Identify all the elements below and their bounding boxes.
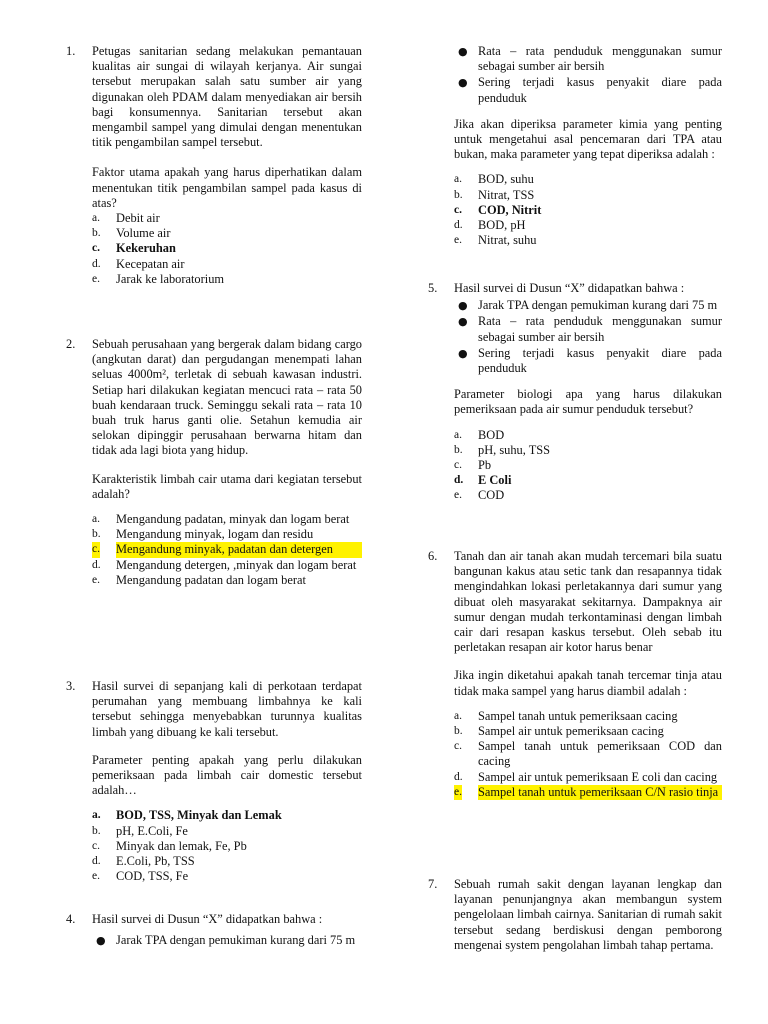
question-prompt: Karakteristik limbah cair utama dari kegiatan tersebut adalah?	[92, 471, 362, 501]
option-e: e. COD	[454, 488, 505, 503]
option-e: e. COD, TSS, Fe	[92, 869, 189, 884]
bullet-list	[454, 298, 722, 376]
option-d: d. Mengandung detergen, ,minyak dan logam berat	[92, 557, 357, 572]
question-number: 6.	[428, 549, 438, 563]
bullet-item: ● Sering terjadi kasus penyakit diare pada penduduk	[458, 345, 722, 376]
question-number: 1.	[66, 44, 76, 58]
question-3	[66, 679, 362, 884]
question-7	[428, 877, 722, 953]
question-stem: Hasil survei di Dusun “X” didapatkan bahwa :	[454, 281, 685, 295]
option-d: d. Sampel air untuk pemeriksaan E coli dan cacing	[454, 769, 718, 784]
question-number: 7.	[428, 877, 438, 891]
option-a: a. Debit air	[92, 211, 160, 226]
option-b: b. Mengandung minyak, logam dan residu	[92, 527, 314, 542]
options-list	[454, 428, 722, 504]
option-c-answer: c. Kekeruhan	[92, 241, 176, 256]
option-c: c. Minyak dan lemak, Fe, Pb	[92, 838, 247, 853]
option-a-answer: a. BOD, TSS, Minyak dan Lemak	[92, 808, 282, 823]
bullet-icon: ●	[458, 45, 468, 58]
option-b: b. pH, suhu, TSS	[454, 442, 551, 457]
option-b: b. Volume air	[92, 226, 171, 241]
options-list	[454, 172, 722, 248]
options-list	[92, 512, 362, 588]
option-e: e. Nitrat, suhu	[454, 233, 537, 248]
question-stem: Sebuah perusahaan yang bergerak dalam bidang cargo (angkutan darat) dan pergudangan menempati lahan seluas 4000m², terletak di sebuah kawasan industri. Setiap hari dilakukan kegiatan mencuci rata – rata 50 buah kendaraan truck. Seminggu sekali rata – rata 10 buah truk harus ganti olie. Setahun kemudia air selokan dipinggir perusahaan berwarna hitam dan tidak ada lagi biota yang hidup.	[92, 337, 362, 458]
question-prompt: Faktor utama apakah yang harus diperhatikan dalam menentukan titik pengambilan sampel pada kasus di atas?	[92, 165, 362, 210]
option-b: b. pH, E.Coli, Fe	[92, 823, 188, 838]
option-b: b. Nitrat, TSS	[454, 187, 535, 202]
question-stem: Hasil survei di sepanjang kali di perkotaan terdapat perumahan yang membuang limbahnya ke kali tersebut sehingga menyebabkan turunnya kualitas limbah yang dibuang ke kali tersebut.	[92, 679, 362, 739]
options-list	[92, 808, 362, 884]
question-stem: Hasil survei di Dusun “X” didapatkan bahwa :	[92, 912, 323, 926]
question-6	[428, 549, 722, 800]
bullet-item: ● Sering terjadi kasus penyakit diare pada penduduk	[458, 75, 722, 105]
bullet-icon: ●	[458, 299, 468, 313]
bullet-item: ● Jarak TPA dengan pemukiman kurang dari 75 m	[96, 933, 356, 948]
option-a: a. BOD	[454, 427, 505, 442]
bullet-item: ● Rata – rata penduduk menggunakan sumur sebagai sumber air bersih	[458, 44, 722, 74]
bullet-icon: ●	[96, 934, 106, 948]
question-prompt: Parameter penting apakah yang perlu dilakukan pemeriksaan pada limbah cair domestic tersebut adalah…	[92, 752, 362, 798]
question-number: 5.	[428, 281, 438, 295]
options-list	[454, 709, 722, 800]
bullet-icon: ●	[458, 315, 468, 329]
question-4-continued	[428, 44, 722, 248]
bullet-list	[92, 933, 362, 948]
option-e: e. Mengandung padatan dan logam berat	[92, 572, 306, 587]
bullet-icon: ●	[458, 346, 468, 360]
bullet-icon: ●	[458, 76, 468, 90]
option-a: a. Sampel tanah untuk pemeriksaan cacing	[454, 708, 678, 723]
option-e-highlighted: e. Sampel tanah untuk pemeriksaan C/N rasio tinja	[454, 785, 722, 800]
option-a: a. Mengandung padatan, minyak dan logam berat	[92, 512, 350, 527]
option-c: c. Pb	[454, 458, 492, 473]
option-e: e. Jarak ke laboratorium	[92, 271, 225, 286]
option-c-highlighted: c. Mengandung minyak, padatan dan detergen	[92, 542, 362, 557]
option-d: d. E.Coli, Pb, TSS	[92, 854, 195, 869]
question-stem: Tanah dan air tanah akan mudah tercemari bila suatu bangunan kakus atau setic tank dan resapannya tidak mengindahkan lokasi perletakannya dari sumur yang dibuat oleh masyarakat sekitarnya. Dampaknya air sumur dengan mudah terkontaminasi dengan limbah cair dari resapan kaskus tersebut. Oleh sebab itu perletakan resapan air kotor harus benar	[454, 549, 722, 655]
question-1	[66, 44, 362, 287]
options-list	[92, 211, 362, 287]
question-2	[66, 337, 362, 588]
question-prompt: Jika ingin diketahui apakah tanah tercemar tinja atau tidak maka sampel yang harus diambil adalah :	[454, 668, 722, 698]
question-number: 4.	[66, 912, 76, 926]
question-stem: Petugas sanitarian sedang melakukan pemantauan kualitas air sungai di wilayah kerjanya. Air sungai tersebut merupakan salah satu sumber air yang digunakan oleh PDAM dalam menyediakan air bersih bagi konsumennya. Sanitarian tersebut akan mengambil sampel yang dimulai dengan menentukan titik pengambilan sampel tersebut.	[92, 44, 362, 150]
option-a: a. BOD, suhu	[454, 172, 534, 187]
question-number: 3.	[66, 679, 76, 693]
bullet-item: ● Rata – rata penduduk menggunakan sumur sebagai sumber air bersih	[458, 314, 722, 344]
question-4-start	[66, 912, 362, 949]
question-prompt: Jika akan diperiksa parameter kimia yang penting untuk mengetahui asal pencemaran dari TPA atau bukan, maka parameter yang tepat diperiksa adalah :	[454, 116, 722, 162]
question-number: 2.	[66, 337, 76, 351]
option-c-answer: c. COD, Nitrit	[454, 202, 542, 217]
question-5	[428, 281, 722, 504]
question-stem: Sebuah rumah sakit dengan layanan lengkap dan layanan penunjangnya akan membangun system pengelolaan limbah cairnya. Sanitarian di rumah sakit tersebut sedang berdiskusi dengan pemborong mengenai system pengolahan limbah tahap pertama.	[454, 877, 722, 952]
question-prompt: Parameter biologi apa yang harus dilakukan pemeriksaan pada air sumur penduduk tersebut?	[454, 387, 722, 417]
option-b: b. Sampel air untuk pemeriksaan cacing	[454, 724, 664, 739]
bullet-list	[454, 44, 722, 106]
option-c: c. Sampel tanah untuk pemeriksaan COD dan cacing	[454, 739, 722, 769]
option-d-answer: d. E Coli	[454, 473, 512, 488]
option-d: d. BOD, pH	[454, 218, 526, 233]
bullet-item: ● Jarak TPA dengan pemukiman kurang dari 75 m	[458, 298, 718, 313]
option-d: d. Kecepatan air	[92, 256, 185, 271]
